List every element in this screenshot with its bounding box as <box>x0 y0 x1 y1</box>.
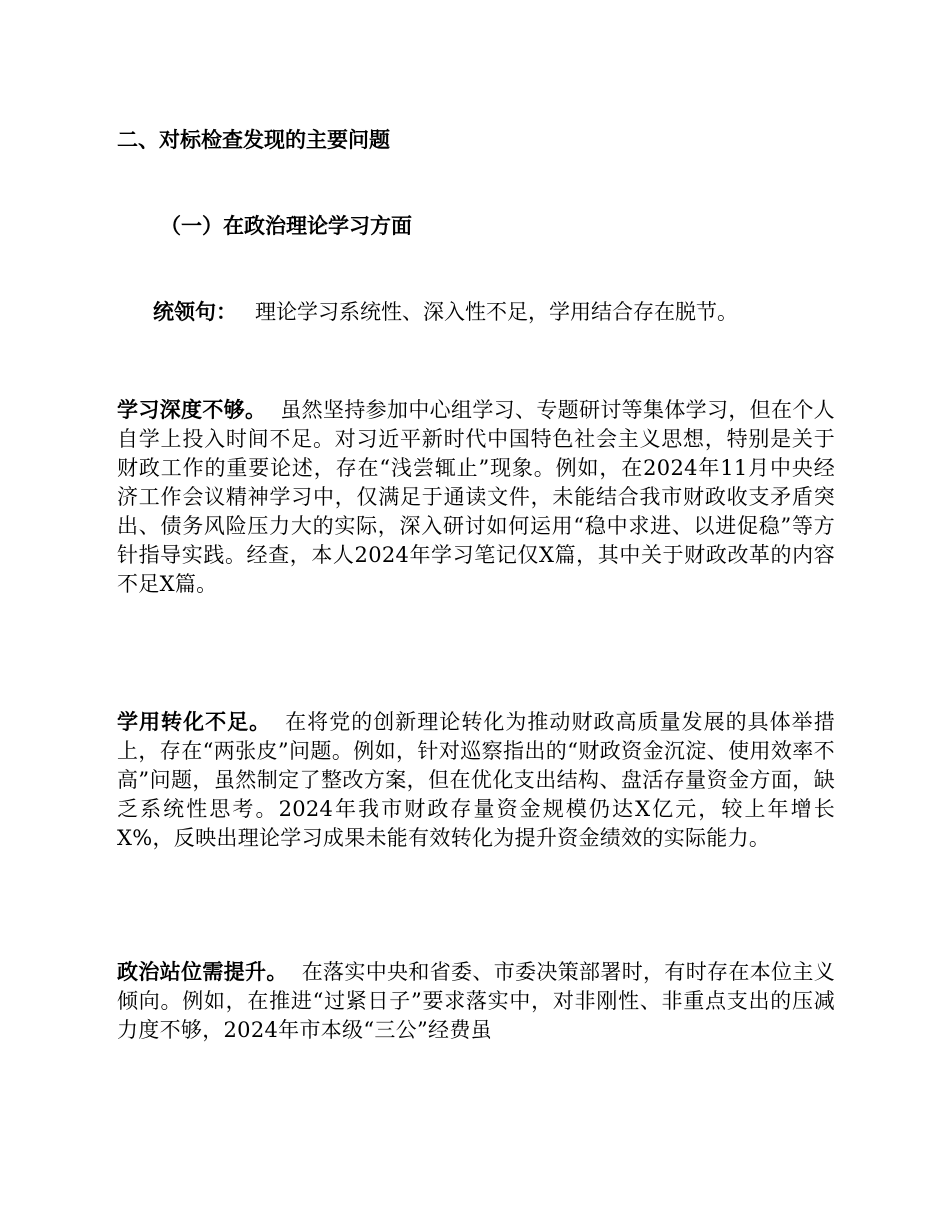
lead-label: 统领句： <box>153 299 237 324</box>
subsection-heading: （一）在政治理论学习方面 <box>160 213 412 238</box>
paragraph-title: 学习深度不够。 <box>117 398 267 422</box>
paragraph-title: 政治站位需提升。 <box>117 960 288 984</box>
lead-sentence <box>153 296 738 328</box>
paragraph-title: 学用转化不足。 <box>117 710 272 734</box>
paragraph-body: 在落实中央和省委、市委决策部署时，有时存在本位主义倾向。例如，在推进“过紧日子”要求落实中，对非刚性、非重点支出的压减力度不够，2024年市本级“三公”经费虽 <box>117 960 836 1042</box>
paragraph-learning-depth <box>117 396 835 599</box>
paragraph-application-gap <box>117 708 835 853</box>
paragraph-body: 在将党的创新理论转化为推动财政高质量发展的具体举措上，存在“两张皮”问题。例如，针对巡察指出的“财政资金沉淀、使用效率不高”问题，虽然制定了整改方案，但在优化支出结构、盘活存量资金方面，缺乏系统性思考。2024年我市财政存量资金规模仍达X亿元，较上年增长X%，反映出理论学习成果未能有效转化为提升资金绩效的实际能力。 <box>117 710 835 850</box>
section-heading: 二、对标检查发现的主要问题 <box>117 128 390 152</box>
paragraph-body: 虽然坚持参加中心组学习、专题研讨等集体学习，但在个人自学上投入时间不足。对习近平新时代中国特色社会主义思想，特别是关于财政工作的重要论述，存在“浅尝辄止”现象。例如，在2024年11月中央经济工作会议精神学习中，仅满足于通读文件，未能结合我市财政收支矛盾突出、债务风险压力大的实际，深入研讨如何运用“稳中求进、以进促稳”等方针指导实践。经查，本人2024年学习笔记仅X篇，其中关于财政改革的内容不足X篇。 <box>117 398 835 596</box>
lead-text: 理论学习系统性、深入性不足，学用结合存在脱节。 <box>255 300 738 324</box>
paragraph-political-stance <box>117 958 835 1045</box>
